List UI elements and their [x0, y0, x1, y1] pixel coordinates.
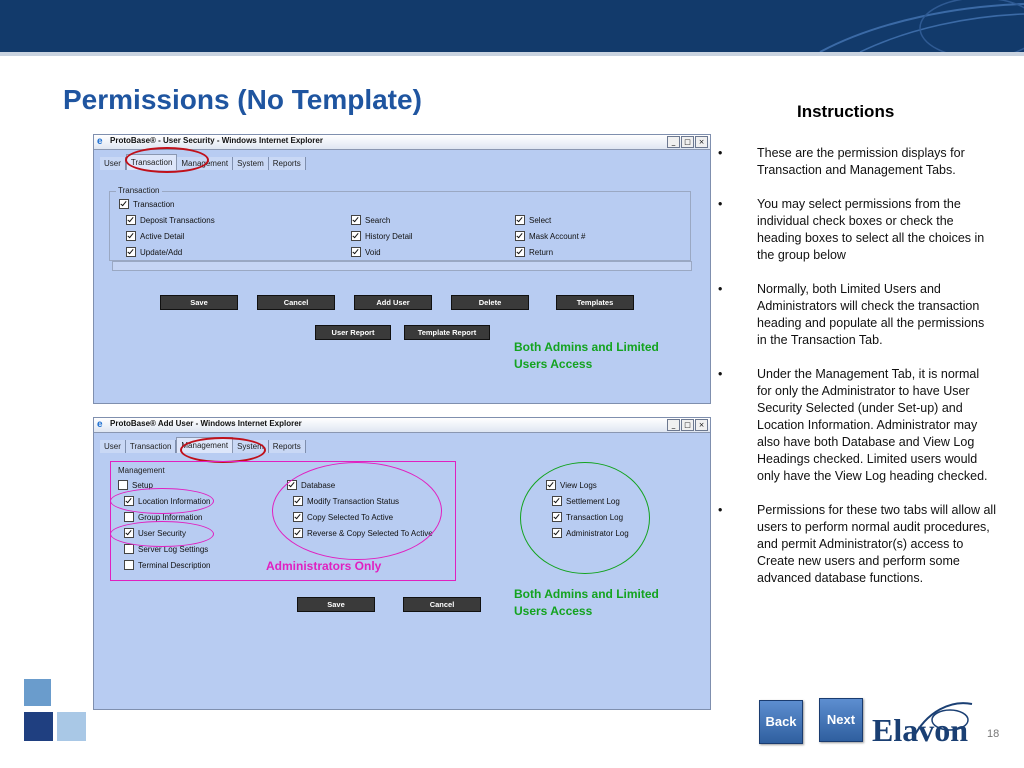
save-button[interactable]: Save — [160, 295, 238, 310]
checkbox-label: Reverse & Copy Selected To Active — [307, 528, 433, 538]
checkbox-box[interactable] — [351, 231, 361, 241]
instruction-item — [716, 281, 996, 349]
close-button[interactable]: × — [695, 136, 708, 148]
header-underline — [0, 52, 1024, 56]
checkbox-label: Setup — [132, 480, 153, 490]
checkbox-update-add[interactable] — [126, 247, 182, 257]
highlight-circle-database — [272, 462, 442, 560]
page-number: 18 — [987, 728, 1000, 740]
checkbox-box[interactable] — [126, 231, 136, 241]
tab-transaction[interactable]: Transaction — [126, 440, 177, 453]
checkbox-label: Update/Add — [140, 247, 183, 257]
instruction-item — [716, 366, 996, 485]
checkbox-label: Terminal Description — [138, 560, 211, 570]
decor-square — [24, 679, 51, 706]
window-title: ProtoBase® - User Security - Windows Internet Explorer — [110, 136, 323, 145]
transaction-group — [109, 191, 691, 261]
highlight-circle-location-info — [110, 488, 214, 514]
group-legend: Management — [118, 466, 165, 475]
bullet-glyph: • — [718, 367, 723, 381]
administrators-only-label: Administrators Only — [266, 559, 382, 573]
checkbox-label: Location Information — [138, 496, 211, 506]
checkbox-label: Copy Selected To Active — [307, 512, 394, 522]
checkbox-box[interactable] — [126, 247, 136, 257]
checkbox-history-detail[interactable] — [351, 231, 413, 241]
checkbox-transaction-heading[interactable] — [119, 199, 175, 209]
checkbox-search[interactable] — [351, 215, 390, 225]
checkbox-box[interactable] — [515, 247, 525, 257]
instruction-item — [716, 196, 996, 264]
checkbox-label: Transaction Log — [566, 512, 624, 522]
decor-square — [57, 712, 86, 741]
tab-reports[interactable]: Reports — [269, 157, 306, 170]
cancel-button[interactable]: Cancel — [257, 295, 335, 310]
user-report-button[interactable]: User Report — [315, 325, 391, 340]
maximize-button[interactable]: □ — [681, 419, 694, 431]
checkbox-select[interactable] — [515, 215, 551, 225]
access-note-line2: Users Access — [514, 357, 593, 371]
tab-user[interactable]: User — [100, 440, 126, 453]
checkbox-label: Modify Transaction Status — [307, 496, 400, 506]
close-button[interactable]: × — [695, 419, 708, 431]
checkbox-mask-account[interactable] — [515, 231, 585, 241]
bullet-glyph: • — [718, 503, 723, 517]
instructions-list — [716, 145, 996, 604]
checkbox-box[interactable] — [119, 199, 129, 209]
checkbox-label: Administrator Log — [566, 528, 629, 538]
checkbox-label: Mask Account # — [529, 231, 586, 241]
checkbox-return[interactable] — [515, 247, 553, 257]
decor-square — [24, 712, 53, 741]
instruction-text: Normally, both Limited Users and Administrators will check the transaction heading and populate all the permissions in the Transaction Tab. — [757, 282, 985, 347]
ie-icon: e — [97, 419, 103, 430]
checkbox-label: User Security — [138, 528, 187, 538]
checkbox-active-detail[interactable] — [126, 231, 184, 241]
minimize-button[interactable]: _ — [667, 419, 680, 431]
tab-user[interactable]: User — [100, 157, 126, 170]
checkbox-label: Server Log Settings — [138, 544, 209, 554]
highlight-circle-view-logs — [520, 462, 650, 574]
instruction-text: You may select permissions from the individual check boxes or check the heading boxes to select all the choices in the group below — [757, 197, 985, 262]
access-note-line1: Both Admins and Limited — [514, 340, 659, 354]
maximize-button[interactable]: □ — [681, 136, 694, 148]
checkbox-void[interactable] — [351, 247, 381, 257]
delete-button[interactable]: Delete — [451, 295, 529, 310]
checkbox-box[interactable] — [515, 215, 525, 225]
window-title: ProtoBase® Add User - Windows Internet Explorer — [110, 419, 302, 428]
checkbox-label: Return — [529, 247, 554, 257]
group-legend: Transaction — [118, 186, 160, 195]
tab-management[interactable]: Management — [177, 157, 233, 170]
tab-system[interactable]: System — [233, 440, 269, 453]
back-button[interactable]: Back — [759, 700, 803, 744]
bullet-glyph: • — [718, 146, 723, 160]
checkbox-box[interactable] — [351, 215, 361, 225]
access-note-line2: Users Access — [514, 604, 593, 618]
bullet-glyph: • — [718, 197, 723, 211]
slide-title: Permissions (No Template) — [63, 84, 422, 115]
window-titlebar — [94, 418, 710, 433]
instruction-text: These are the permission displays for Transaction and Management Tabs. — [757, 146, 965, 177]
ie-icon: e — [97, 136, 103, 147]
save-button[interactable]: Save — [297, 597, 375, 612]
access-note-window1 — [514, 339, 659, 373]
template-report-button[interactable]: Template Report — [404, 325, 490, 340]
checkbox-label: Active Detail — [140, 231, 185, 241]
checkbox-label: History Detail — [365, 231, 413, 241]
header-bar — [0, 0, 1024, 52]
highlight-circle-transaction-tab — [125, 147, 209, 173]
checkbox-label: Transaction — [133, 199, 175, 209]
add-user-button[interactable]: Add User — [354, 295, 432, 310]
tab-transaction[interactable]: Transaction — [126, 154, 178, 170]
logo-wordmark: Elavon — [872, 712, 969, 748]
checkbox-label: View Logs — [560, 480, 597, 490]
checkbox-label: Search — [365, 215, 391, 225]
checkbox-label: Settlement Log — [566, 496, 620, 506]
instruction-item — [716, 145, 996, 179]
checkbox-label: Group Information — [138, 512, 203, 522]
checkbox-deposit-transactions[interactable] — [126, 215, 215, 225]
tab-system[interactable]: System — [233, 157, 269, 170]
instructions-heading: Instructions — [797, 102, 895, 121]
tab-management[interactable]: Management — [176, 437, 233, 453]
instruction-text: Under the Management Tab, it is normal for only the Administrator to have User Security Selected (under Set-up) and Location Information. Administrator may also have both Database and View Log Headings checked. Limited users would only have the View Log heading checked. — [757, 367, 988, 483]
header-swoosh-graphic — [0, 0, 1024, 52]
highlight-circle-user-security — [110, 521, 214, 547]
instruction-text: Permissions for these two tabs will allow all users to perform normal audit procedures, and permit Administrator(s) access to Create new users and perform some advanced database functions. — [757, 503, 996, 585]
checkbox-label: Select — [529, 215, 552, 225]
cancel-button[interactable]: Cancel — [403, 597, 481, 612]
checkbox-label: Void — [365, 247, 381, 257]
access-note-window2 — [514, 586, 659, 620]
tab-reports[interactable]: Reports — [269, 440, 306, 453]
status-strip — [112, 261, 692, 271]
elavon-logo — [872, 700, 982, 748]
bullet-glyph: • — [718, 282, 723, 296]
next-button[interactable]: Next — [819, 698, 863, 742]
checkbox-label: Database — [301, 480, 336, 490]
templates-button[interactable]: Templates — [556, 295, 634, 310]
checkbox-box[interactable] — [351, 247, 361, 257]
instruction-item — [716, 502, 996, 587]
highlight-circle-management-tab — [180, 437, 266, 463]
checkbox-box[interactable] — [126, 215, 136, 225]
access-note-line1: Both Admins and Limited — [514, 587, 659, 601]
checkbox-box[interactable] — [515, 231, 525, 241]
minimize-button[interactable]: _ — [667, 136, 680, 148]
checkbox-label: Deposit Transactions — [140, 215, 215, 225]
